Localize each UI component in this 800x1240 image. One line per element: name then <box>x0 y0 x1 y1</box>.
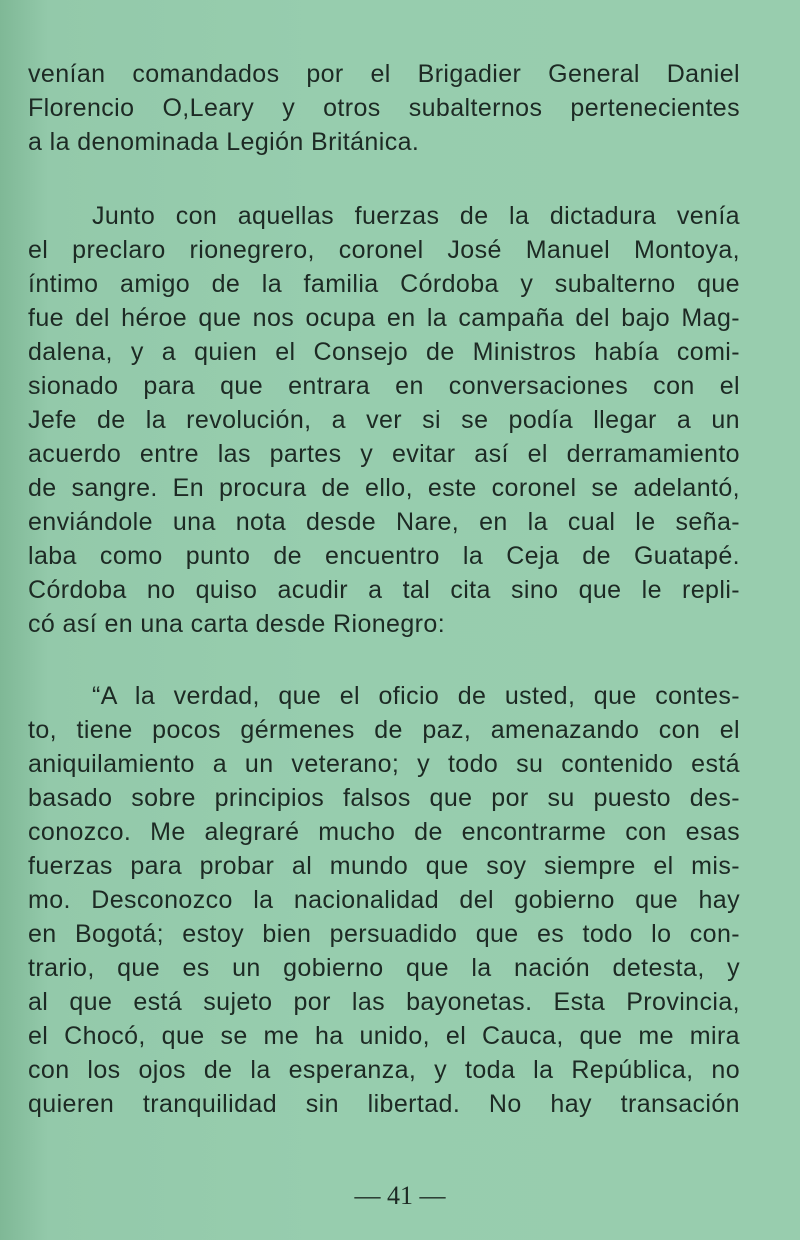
page-number: — 41 — <box>354 1181 446 1210</box>
text-line: Córdoba no quiso acudir a tal cita sino que le repli- <box>28 576 740 604</box>
text-line: a la denominada Legión Británica. <box>28 128 420 156</box>
text-line: “A la verdad, que el oficio de usted, que contes- <box>92 682 740 710</box>
text-line: el preclaro rionegrero, coronel José Manuel Montoya, <box>28 236 740 264</box>
text-line: quieren tranquilidad sin libertad. No hay transación <box>28 1090 740 1118</box>
text-line: có así en una carta desde Rionegro: <box>28 610 446 638</box>
text-line: to, tiene pocos gérmenes de paz, amenazando con el <box>28 716 740 744</box>
text-line: Jefe de la revolución, a ver si se podía llegar a un <box>28 406 740 434</box>
text-line: de sangre. En procura de ello, este coronel se adelantó, <box>28 474 740 502</box>
text-line: enviándole una nota desde Nare, en la cual le seña- <box>28 508 740 536</box>
text-line: laba como punto de encuentro la Ceja de Guatapé. <box>28 542 740 570</box>
text-line: aniquilamiento a un veterano; y todo su contenido está <box>28 750 740 778</box>
text-line: trario, que es un gobierno que la nación detesta, y <box>28 954 740 982</box>
text-line: basado sobre principios falsos que por su puesto des- <box>28 784 740 812</box>
text-line: el Chocó, que se me ha unido, el Cauca, que me mira <box>28 1022 740 1050</box>
text-line: al que está sujeto por las bayonetas. Esta Provincia, <box>28 988 740 1016</box>
text-line: fue del héroe que nos ocupa en la campaña del bajo Mag- <box>28 304 740 332</box>
text-line: sionado para que entrara en conversaciones con el <box>28 372 740 400</box>
text-line: venían comandados por el Brigadier General Daniel <box>28 60 740 88</box>
text-line: dalena, y a quien el Consejo de Ministros había comi- <box>28 338 740 366</box>
text-line: Junto con aquellas fuerzas de la dictadura venía <box>92 202 740 230</box>
text-line: en Bogotá; estoy bien persuadido que es todo lo con- <box>28 920 740 948</box>
text-line: mo. Desconozco la nacionalidad del gobierno que hay <box>28 886 740 914</box>
text-line: conozco. Me alegraré mucho de encontrarme con esas <box>28 818 740 846</box>
text-line: íntimo amigo de la familia Córdoba y subalterno que <box>28 270 740 298</box>
text-line: acuerdo entre las partes y evitar así el derramamiento <box>28 440 740 468</box>
text-line: con los ojos de la esperanza, y toda la República, no <box>28 1056 740 1084</box>
text-line: Florencio O,Leary y otros subalternos pertenecientes <box>28 94 740 122</box>
text-line: fuerzas para probar al mundo que soy siempre el mis- <box>28 852 740 880</box>
